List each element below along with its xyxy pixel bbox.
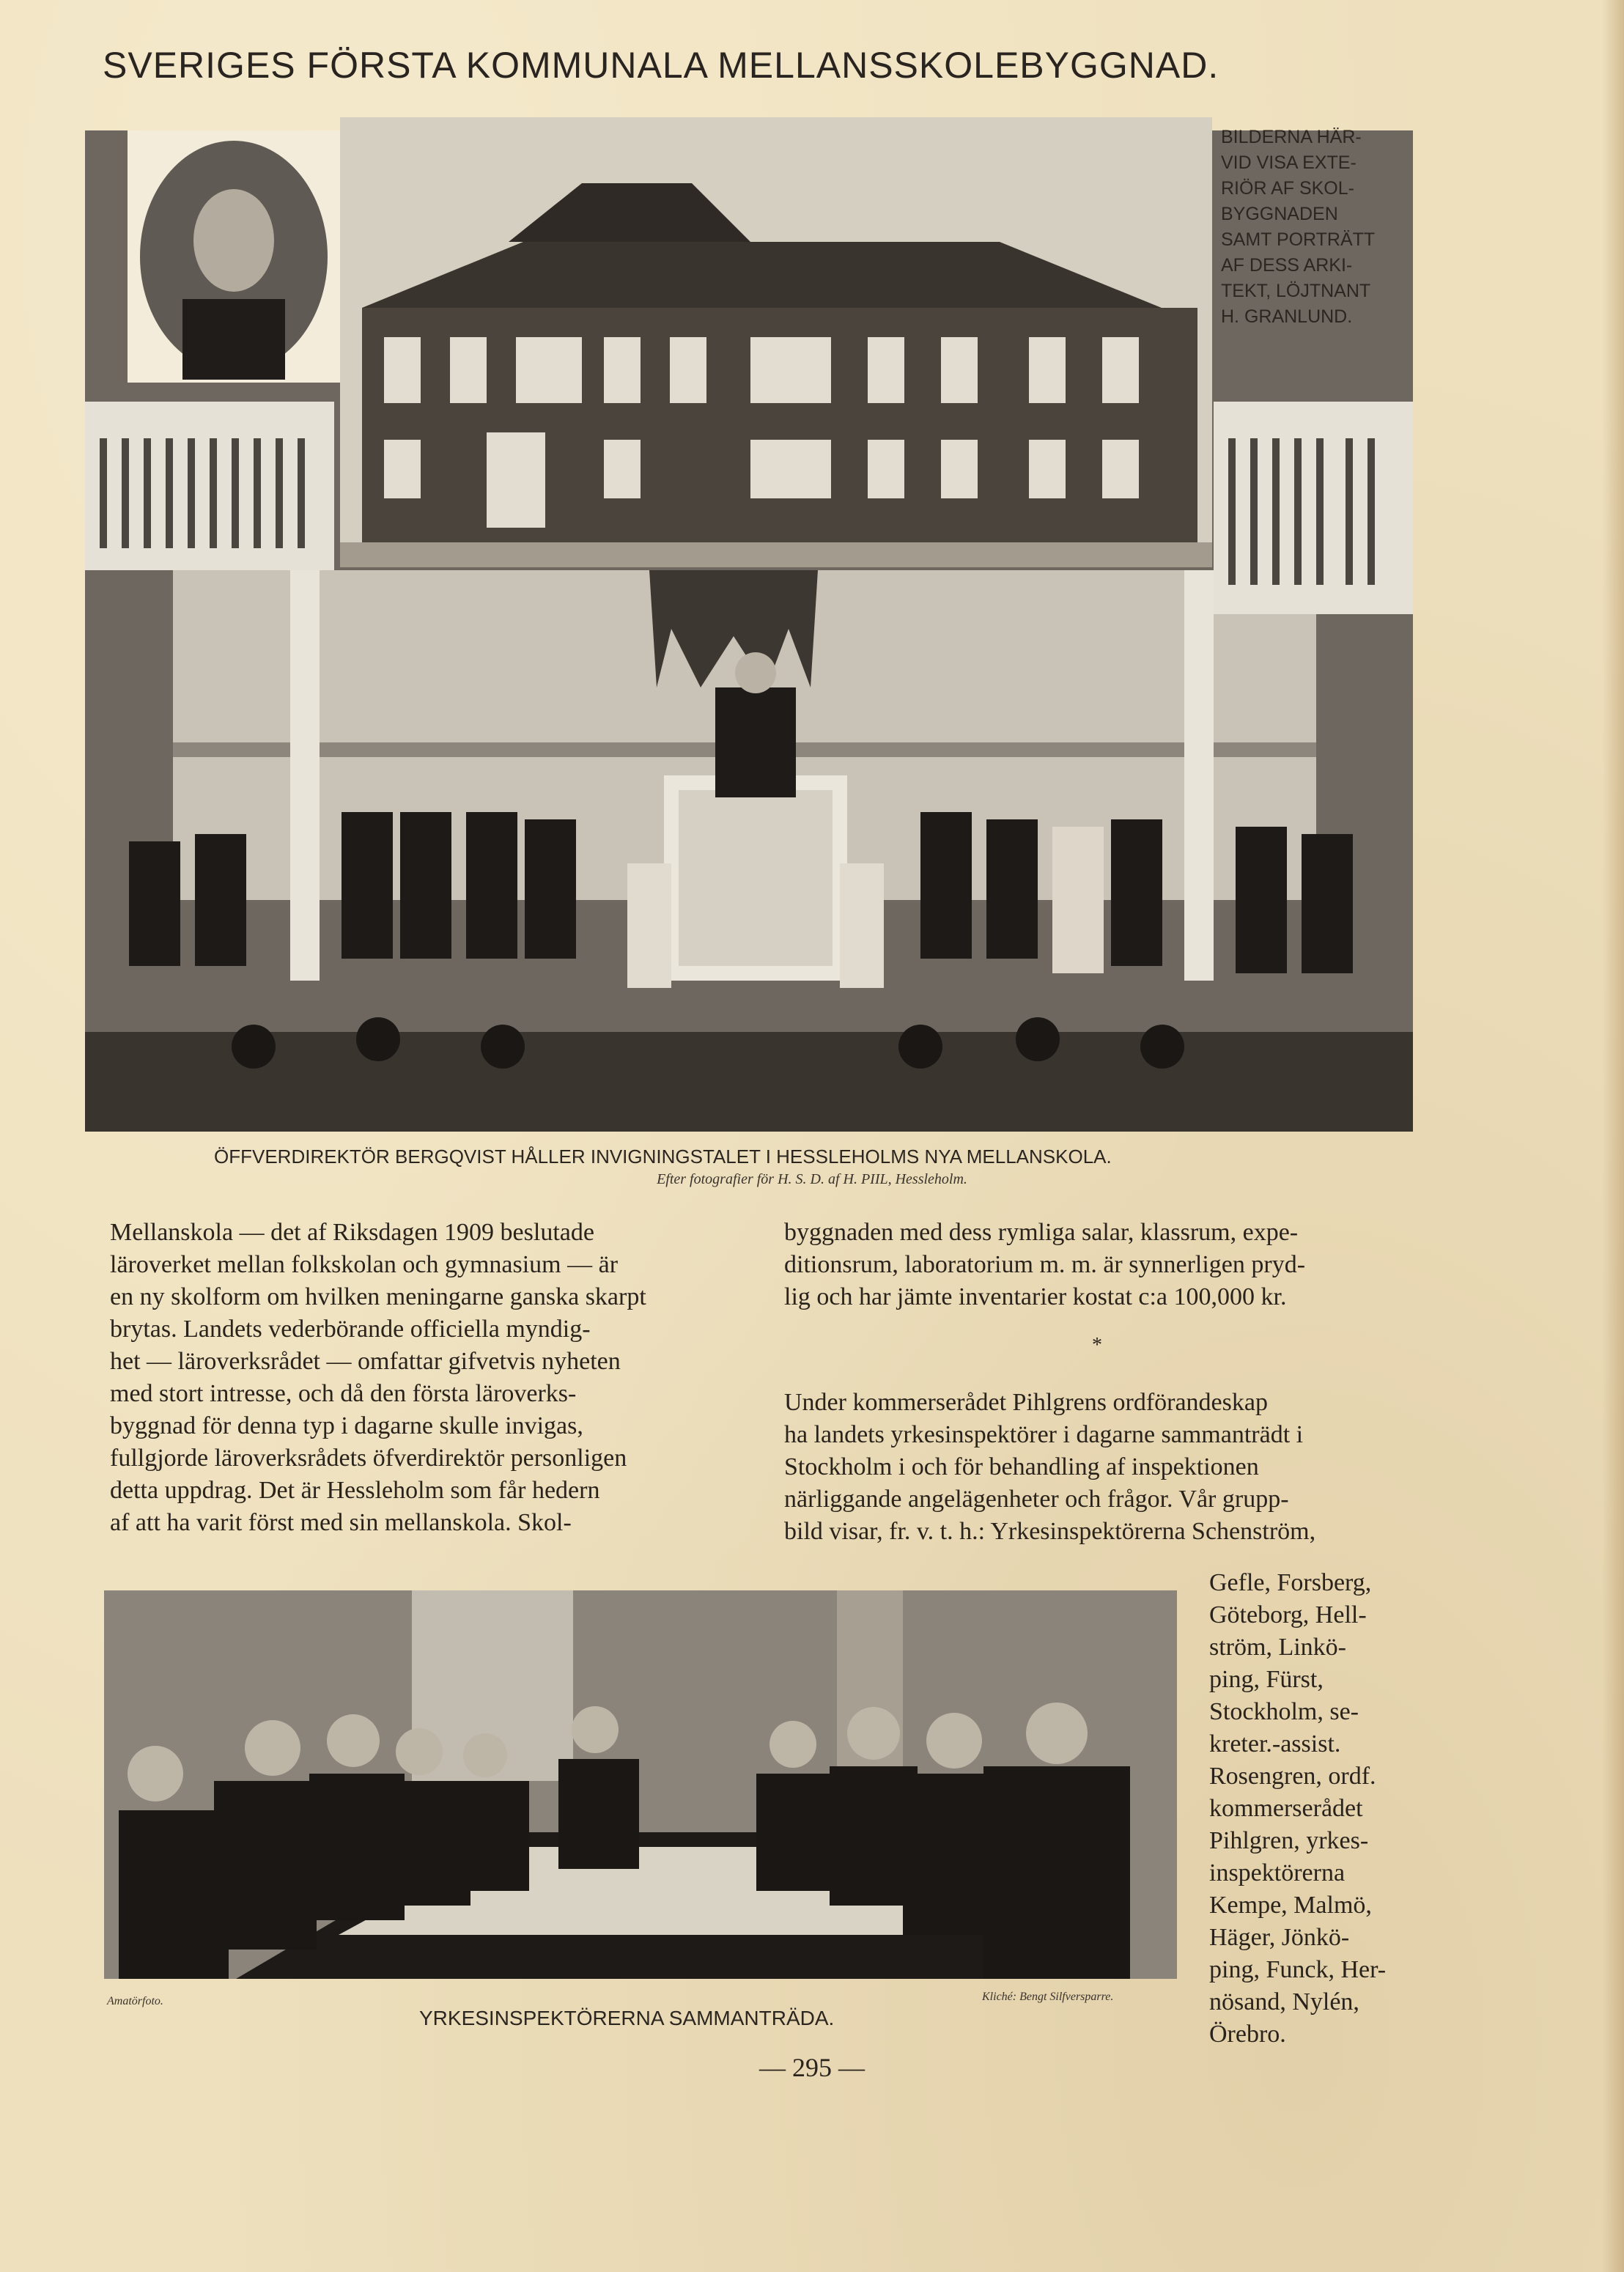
narrow-line: Stockholm, se- xyxy=(1209,1698,1359,1725)
section-separator: * xyxy=(1092,1334,1102,1357)
left-line: en ny skolform om hvilken meningarne ganska skarpt xyxy=(110,1283,646,1310)
narrow-line: ping, Fürst, xyxy=(1209,1666,1324,1693)
side-caption-line: RIÖR AF SKOL- xyxy=(1221,178,1354,199)
left-line: byggnad för denna typ i dagarne skulle invigas, xyxy=(110,1412,583,1439)
side-caption-line: TEKT, LÖJTNANT xyxy=(1221,281,1371,301)
narrow-line: ström, Linkö- xyxy=(1209,1634,1346,1661)
right-line: Under kommerserådet Pihlgrens ordförandeskap xyxy=(784,1389,1268,1416)
group-photo-credit-left: Amatörfoto. xyxy=(107,1995,163,2007)
right-narrow-column xyxy=(1209,1567,1429,2051)
side-caption-line: AF DESS ARKI- xyxy=(1221,255,1353,276)
narrow-line: nösand, Nylén, xyxy=(1209,1988,1359,2015)
left-line: fullgjorde läroverksrådets öfverdirektör personligen xyxy=(110,1445,627,1472)
right-line: Stockholm i och för behandling af inspektionen xyxy=(784,1453,1259,1480)
page-headline: SVERIGES FÖRSTA KOMMUNALA MELLANSSKOLEBYGGNAD. xyxy=(103,45,1219,86)
group-photo-credit-right: Kliché: Bengt Silfversparre. xyxy=(982,1991,1114,2003)
narrow-line: Rosengren, ordf. xyxy=(1209,1763,1376,1790)
right-article-column-top xyxy=(784,1217,1305,1313)
left-article-column xyxy=(110,1217,646,1539)
left-line: detta uppdrag. Det är Hessleholm som får hedern xyxy=(110,1477,600,1504)
right-line: bild visar, fr. v. t. h.: Yrkesinspektörerna Schenström, xyxy=(784,1518,1316,1545)
narrow-line: ping, Funck, Her- xyxy=(1209,1956,1387,1983)
left-line: Mellanskola — det af Riksdagen 1909 beslutade xyxy=(110,1219,594,1246)
narrow-line: Häger, Jönkö- xyxy=(1209,1924,1350,1951)
group-photo-drawing xyxy=(104,1590,1177,1979)
photo-credit: Efter fotografier för H. S. D. af H. PIIL, Hessleholm. xyxy=(657,1171,967,1187)
left-line: brytas. Landets vederbörande officiella myndig- xyxy=(110,1316,591,1343)
narrow-line: Göteborg, Hell- xyxy=(1209,1601,1367,1629)
left-line: läroverket mellan folkskolan och gymnasium — är xyxy=(110,1251,619,1278)
narrow-line: kreter.-assist. xyxy=(1209,1730,1341,1758)
right-line: ditionsrum, laboratorium m. m. är synnerligen pryd- xyxy=(784,1251,1306,1278)
inspectors-group-photo xyxy=(104,1590,1177,1979)
left-line: het — läroverksrådet — omfattar gifvetvis nyheten xyxy=(110,1348,621,1375)
narrow-line: kommerserådet xyxy=(1209,1795,1363,1822)
left-line: af att ha varit först med sin mellanskola. Skol- xyxy=(110,1509,572,1536)
page-number: — 295 — xyxy=(759,2053,865,2082)
narrow-line: Kempe, Malmö, xyxy=(1209,1892,1372,1919)
narrow-line: inspektörerna xyxy=(1209,1859,1346,1886)
right-line: ha landets yrkesinspektörer i dagarne sammanträdt i xyxy=(784,1421,1304,1448)
side-caption-line: BILDERNA HÄR- xyxy=(1221,127,1362,147)
portrait-drawing xyxy=(128,130,340,383)
left-line: med stort intresse, och då den första läroverks- xyxy=(110,1380,577,1407)
side-caption-line: VID VISA EXTE- xyxy=(1221,152,1357,173)
narrow-line: Gefle, Forsberg, xyxy=(1209,1569,1372,1596)
side-caption-line: BYGGNADEN xyxy=(1221,204,1338,224)
group-photo-caption: YRKESINSPEKTÖRERNA SAMMANTRÄDA. xyxy=(419,2007,835,2029)
hall-caption: ÖFFVERDIREKTÖR BERGQVIST HÅLLER INVIGNINGSTALET I HESSLEHOLMS NYA MELLANSKOLA. xyxy=(214,1146,1112,1168)
narrow-line: Örebro. xyxy=(1209,2021,1286,2048)
side-caption-line: SAMT PORTRÄTT xyxy=(1221,229,1376,250)
side-caption-line: H. GRANLUND. xyxy=(1221,306,1353,327)
page-edge-shadow xyxy=(1602,0,1624,2272)
exterior-drawing xyxy=(340,117,1212,567)
school-exterior-photo xyxy=(340,117,1212,567)
right-article-column-mid xyxy=(784,1387,1315,1548)
exterior-side-caption xyxy=(1221,125,1441,330)
narrow-line: Pihlgren, yrkes- xyxy=(1209,1827,1369,1854)
architect-portrait xyxy=(128,130,340,383)
right-line: byggnaden med dess rymliga salar, klassrum, expe- xyxy=(784,1219,1299,1246)
right-line: lig och har jämte inventarier kostat c:a 100,000 kr. xyxy=(784,1283,1287,1310)
right-line: närliggande angelägenheter och frågor. Vår grupp- xyxy=(784,1486,1289,1513)
